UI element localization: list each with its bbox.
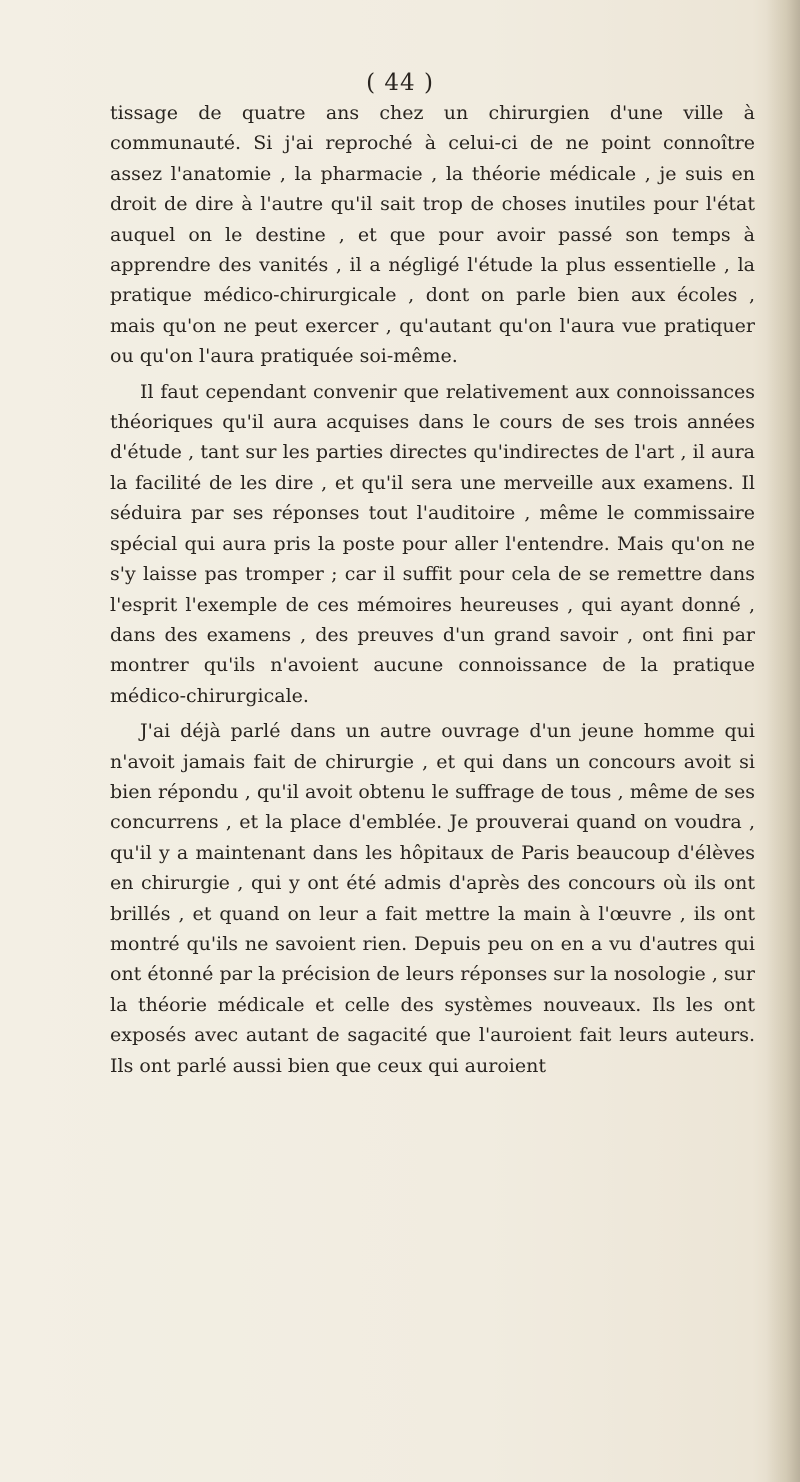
page-body <box>110 98 755 1081</box>
paragraph-3: J'ai déjà parlé dans un autre ouvrage d'un jeune homme qui n'avoit jamais fait de chirurgie , et qui dans un concours avoit si bien répondu , qu'il avoit obtenu le suffrage de tous , même de ses concurrens , et la place d'emblée. Je prouverai quand on voudra , qu'il y a maintenant dans les hôpitaux de Paris beaucoup d'élèves en chirurgie , qui y ont été admis d'après des concours où ils ont brillés , et quand on leur a fait mettre la main à l'œuvre , ils ont montré qu'ils ne savoient rien. Depuis peu on en a vu d'autres qui ont étonné par la précision de leurs réponses sur la nosologie , sur la théorie médicale et celle des systèmes nouveaux. Ils les ont exposés avec autant de sagacité que l'auroient fait leurs auteurs. Ils ont parlé aussi bien que ceux qui auroient <box>110 720 755 1077</box>
page-edge-shadow <box>766 0 800 1482</box>
page-number: ( 44 ) <box>366 70 434 96</box>
paragraph-2: Il faut cependant convenir que relativement aux connoissances théoriques qu'il aura acquises dans le cours de ses trois années d'étude , tant sur les parties directes qu'indirectes de l'art , il aura la facilité de les dire , et qu'il sera une merveille aux examens. Il séduira par ses réponses tout l'auditoire , même le commissaire spécial qui aura pris la poste pour aller l'entendre. Mais qu'on ne s'y laisse pas tromper ; car il suffit pour cela de se remettre dans l'esprit l'exemple de ces mémoires heureuses , qui ayant donné , dans des examens , des preuves d'un grand savoir , ont fini par montrer qu'ils n'avoient aucune connoissance de la pratique médico-chirurgicale. <box>110 380 755 707</box>
paragraph-1: tissage de quatre ans chez un chirurgien d'une ville à communauté. Si j'ai reproché à celui-ci de ne point connoître assez l'anatomie , la pharmacie , la théorie médicale , je suis en droit de dire à l'autre qu'il sait trop de choses inutiles pour l'état auquel on le destine , et que pour avoir passé son temps à apprendre des vanités , il a négligé l'étude la plus essentielle , la pratique médico-chirurgicale , dont on parle bien aux écoles , mais qu'on ne peut exercer , qu'autant qu'on l'aura vue pratiquer ou qu'on l'aura pratiquée soi-même. <box>110 102 755 368</box>
